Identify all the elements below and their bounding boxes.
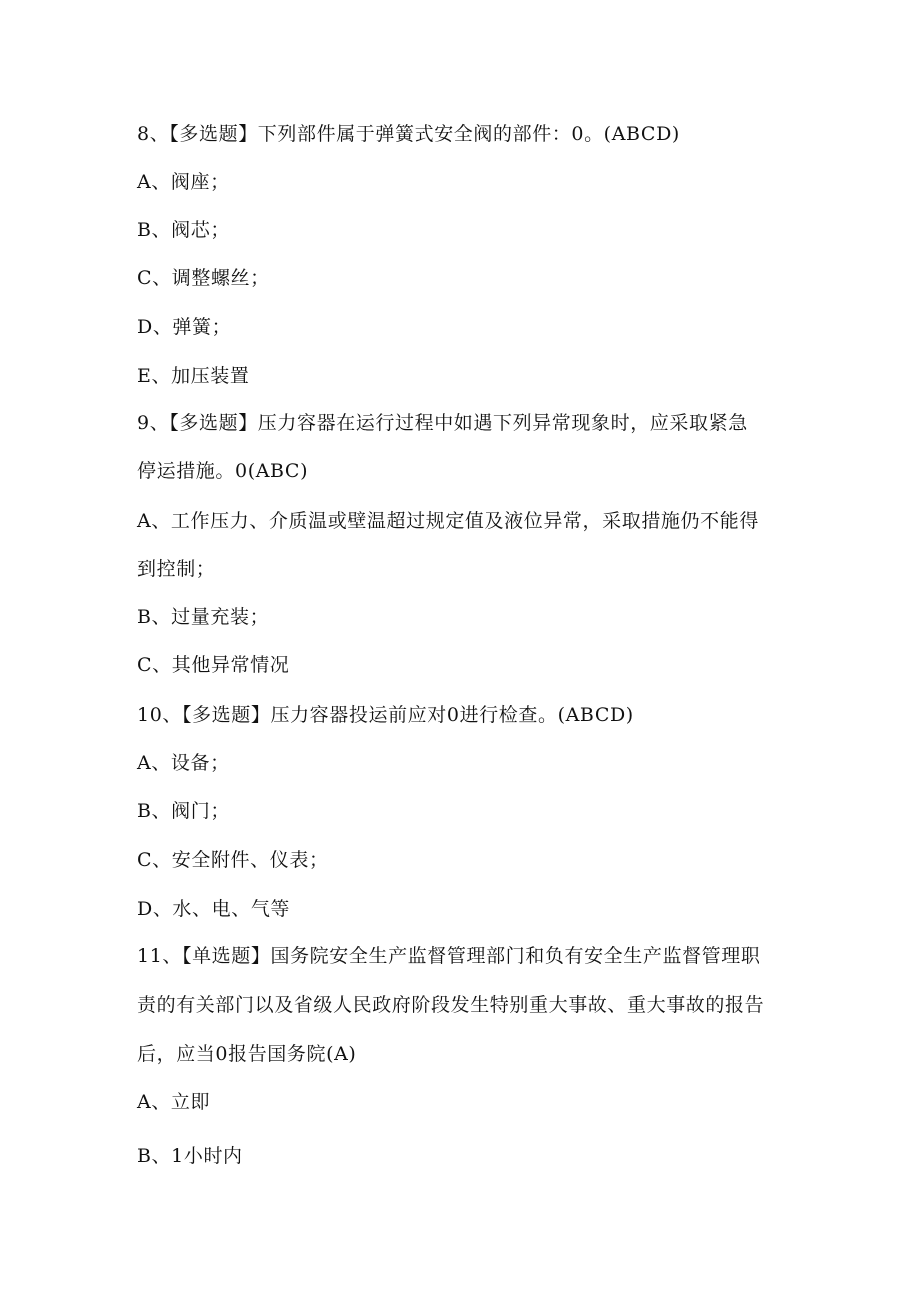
question-11-option-b: B、1小时内 [137, 1145, 243, 1167]
question-10-option-d: D、水、电、气等 [137, 898, 291, 920]
question-8-stem: 8、【多选题】下列部件属于弹簧式安全阀的部件：0。(ABCD) [137, 123, 680, 145]
question-11-stem-line-1: 11、【单选题】国务院安全生产监督管理部门和负有安全生产监督管理职 [137, 945, 761, 967]
question-9-option-b: B、过量充装； [137, 606, 270, 628]
question-9-stem-line-2: 停运措施。0(ABC) [137, 460, 309, 482]
question-8-option-e: E、加压装置 [137, 365, 250, 387]
question-8-option-c: C、调整螺丝； [137, 267, 270, 289]
question-9-option-a-line-1: A、工作压力、介质温或壁温超过规定值及液位异常，采取措施仍不能得 [137, 510, 759, 532]
question-8-option-b: B、阀芯； [137, 219, 230, 241]
question-9-option-c: C、其他异常情况 [137, 654, 290, 676]
question-9-stem-line-1: 9、【多选题】压力容器在运行过程中如遇下列异常现象时，应采取紧急 [137, 412, 748, 434]
question-10-option-b: B、阀门； [137, 800, 230, 822]
question-8-option-d: D、弹簧； [137, 316, 232, 338]
question-11-stem-line-3: 后，应当0报告国务院(A) [137, 1043, 357, 1065]
question-11-option-a: A、立即 [137, 1091, 211, 1113]
question-11-stem-line-2: 责的有关部门以及省级人民政府阶段发生特别重大事故、重大事故的报告 [137, 994, 765, 1016]
question-10-option-a: A、设备； [137, 752, 230, 774]
question-8-option-a: A、阀座； [137, 171, 230, 193]
question-10-stem: 10、【多选题】压力容器投运前应对0进行检查。(ABCD) [137, 704, 634, 726]
question-10-option-c: C、安全附件、仪表； [137, 849, 329, 871]
question-9-option-a-line-2: 到控制； [137, 558, 216, 580]
